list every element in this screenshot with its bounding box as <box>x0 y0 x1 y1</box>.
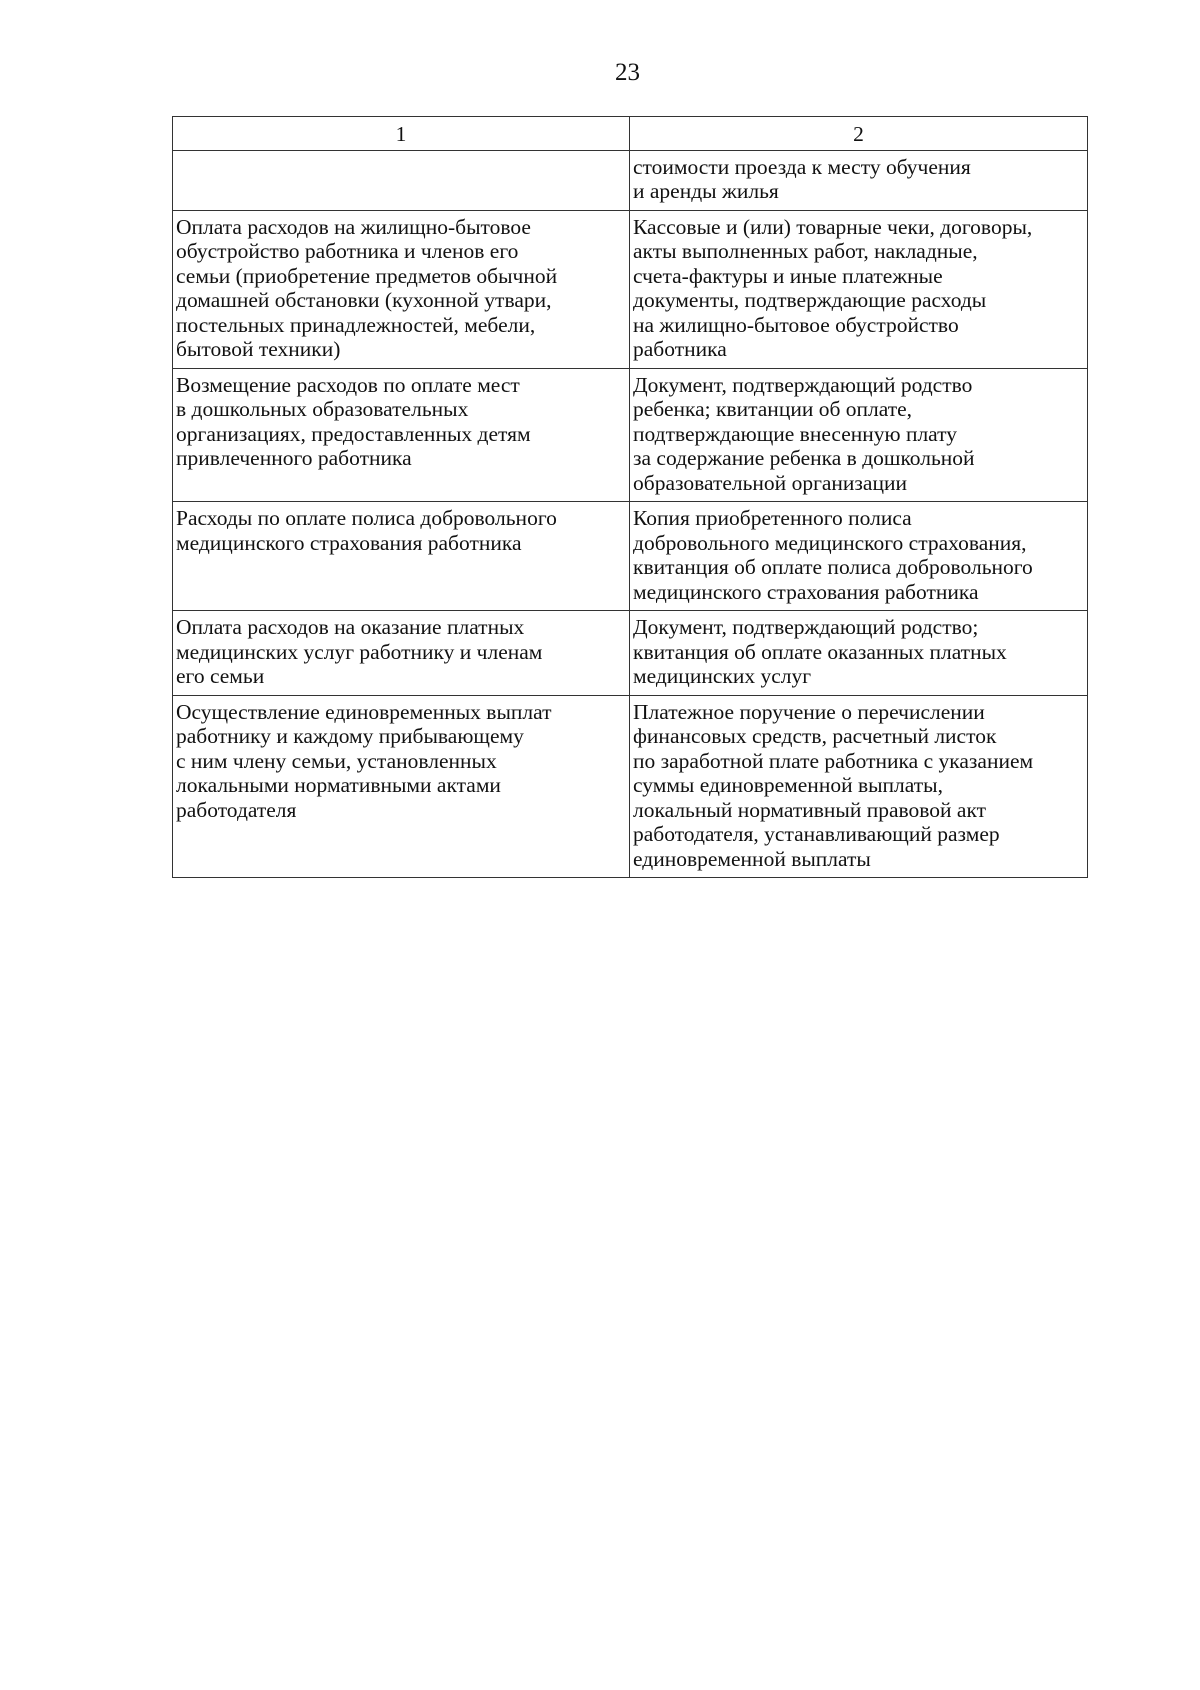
expense-cell: Оплата расходов на оказание платных медицинских услуг работнику и членам его семьи <box>173 611 630 696</box>
documents-cell: Платежное поручение о перечислении финансовых средств, расчетный листок по заработной плате работника с указанием суммы единовременной выплаты, локальный нормативный правовой акт работодателя, устанавливающий размер единовременной выплаты <box>630 695 1088 878</box>
table-row <box>173 611 1088 696</box>
documents-cell: Документ, подтверждающий родство ребенка; квитанции об оплате, подтверждающие внесенную плату за содержание ребенка в дошкольной образовательной организации <box>630 368 1088 502</box>
column-header-2: 2 <box>630 117 1088 151</box>
table-row <box>173 695 1088 878</box>
documents-cell: Документ, подтверждающий родство; квитанция об оплате оказанных платных медицинских услуг <box>630 611 1088 696</box>
expense-cell: Оплата расходов на жилищно-бытовое обустройство работника и членов его семьи (приобретение предметов обычной домашней обстановки (кухонной утвари, постельных принадлежностей, мебели, бытовой техники) <box>173 210 630 368</box>
table-row <box>173 368 1088 502</box>
table-row <box>173 150 1088 210</box>
expense-cell: Возмещение расходов по оплате мест в дошкольных образовательных организациях, предоставленных детям привлеченного работника <box>173 368 630 502</box>
expenses-documents-table <box>172 116 1088 878</box>
expense-cell: Осуществление единовременных выплат работнику и каждому прибывающему с ним члену семьи, установленных локальными нормативными актами работодателя <box>173 695 630 878</box>
table-row <box>173 502 1088 611</box>
expense-cell <box>173 150 630 210</box>
expense-cell: Расходы по оплате полиса добровольного медицинского страхования работника <box>173 502 630 611</box>
documents-cell: Кассовые и (или) товарные чеки, договоры, акты выполненных работ, накладные, счета-фактуры и иные платежные документы, подтверждающие расходы на жилищно-бытовое обустройство работника <box>630 210 1088 368</box>
page-number: 23 <box>615 59 640 86</box>
table-row <box>173 210 1088 368</box>
table-header-row <box>173 117 1088 151</box>
documents-cell: Копия приобретенного полиса добровольного медицинского страхования, квитанция об оплате полиса добровольного медицинского страхования работника <box>630 502 1088 611</box>
documents-cell: стоимости проезда к месту обучения и аренды жилья <box>630 150 1088 210</box>
column-header-1: 1 <box>173 117 630 151</box>
